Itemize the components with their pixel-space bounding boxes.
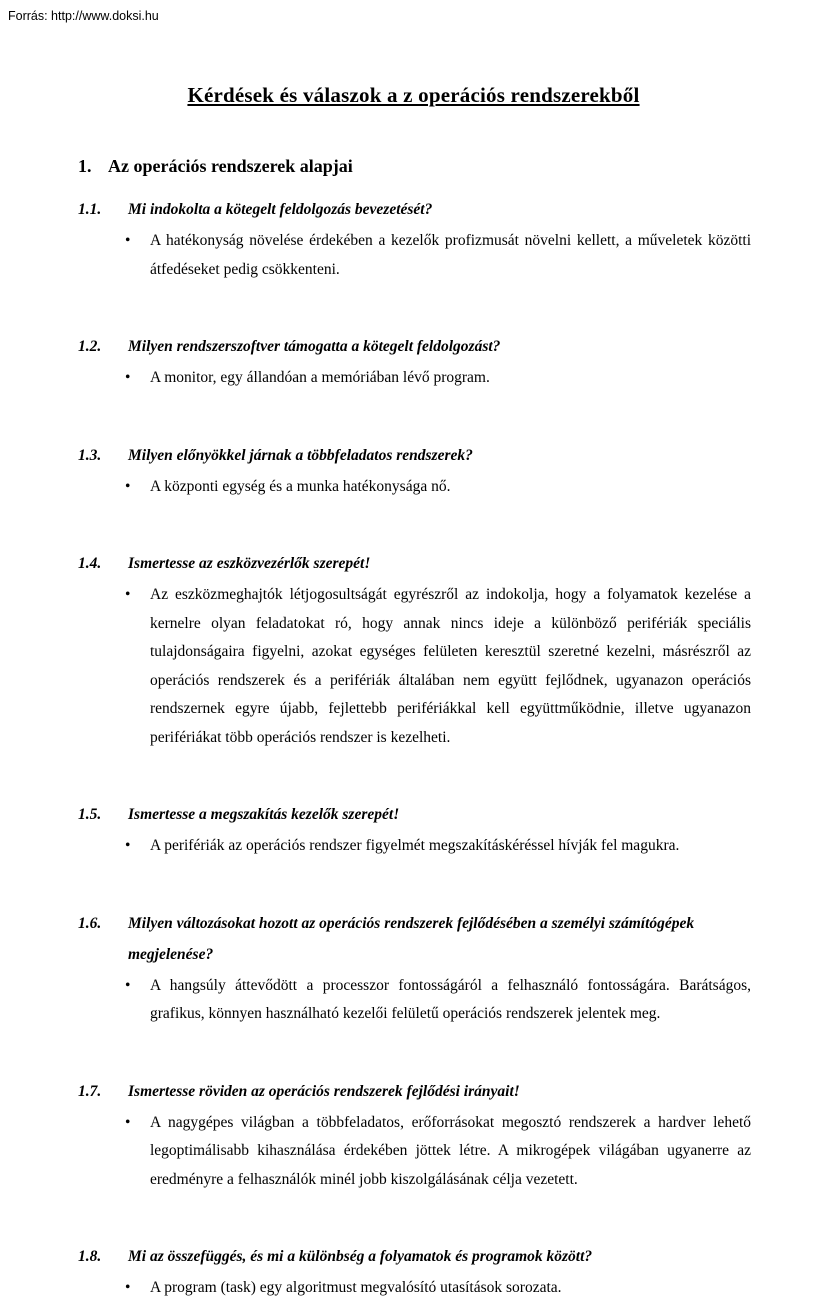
answer-row xyxy=(125,581,751,752)
answer-text: A hangsúly áttevődött a processzor fontosságáról a felhasználó fontosságára. Barátságos, grafikus, könnyen használható kezelői felületű operációs rendszerek jelentek meg. xyxy=(150,976,751,1022)
qa-item xyxy=(78,908,751,1029)
question-row xyxy=(78,1241,751,1272)
answer-row xyxy=(125,1274,751,1303)
question-text: Milyen előnyökkel járnak a többfeladatos rendszerek? xyxy=(128,446,473,464)
qa-item xyxy=(78,440,751,502)
bullet-icon: • xyxy=(125,837,131,854)
question-text: Ismertesse a megszakítás kezelők szerepét! xyxy=(128,806,400,823)
question-row xyxy=(78,908,751,970)
answer-list xyxy=(78,581,751,752)
question-text: Mi az összefüggés, és mi a különbség a folyamatok és programok között? xyxy=(128,1248,593,1265)
question-number: 1.5. xyxy=(78,806,102,823)
question-number: 1.2. xyxy=(78,338,102,355)
question-text: Milyen rendszerszoftver támogatta a kötegelt feldolgozást? xyxy=(128,338,501,355)
answer-row xyxy=(125,1109,751,1195)
qa-item xyxy=(78,331,751,393)
question-text: Ismertesse röviden az operációs rendszerek fejlődési irányait! xyxy=(128,1082,520,1100)
answer-list xyxy=(78,1274,751,1303)
answer-text: A monitor, egy állandóan a memóriában lévő program. xyxy=(150,369,490,386)
page-title-text: Kérdések és válaszok a z operációs rendszerekből xyxy=(187,83,640,107)
question-row xyxy=(78,194,751,225)
question-row xyxy=(78,1076,751,1107)
bullet-icon: • xyxy=(125,976,131,994)
answer-row xyxy=(125,364,751,393)
answer-list xyxy=(78,1109,751,1195)
question-number: 1.4. xyxy=(78,555,102,572)
bullet-icon: • xyxy=(125,232,131,249)
section-number: 1. xyxy=(78,156,92,176)
bullet-icon: • xyxy=(125,477,131,495)
qa-item xyxy=(78,548,751,752)
question-text: Ismertesse az eszközvezérlők szerepét! xyxy=(128,555,371,572)
answer-text: A központi egység és a munka hatékonysága nő. xyxy=(150,477,451,495)
qa-item xyxy=(78,194,751,284)
source-url-label: Forrás: http://www.doksi.hu xyxy=(8,9,159,23)
answer-text: A nagygépes világban a többfeladatos, erőforrásokat megosztó rendszerek a hardver lehető legoptimálisabb kihasználása érdekében jöttek létre. A mikrogépek világában ugyanerre az eredményre a felhasználók minél jobb kiszolgálásának célja vezetett. xyxy=(150,1113,751,1188)
answer-list xyxy=(78,972,751,1029)
question-row xyxy=(78,440,751,471)
answer-list xyxy=(78,473,751,502)
question-number: 1.6. xyxy=(78,914,102,932)
question-number: 1.8. xyxy=(78,1248,102,1265)
section-heading-text: Az operációs rendszerek alapjai xyxy=(108,156,353,176)
question-text: Milyen változásokat hozott az operációs rendszerek fejlődésében a személyi számítógépek megjelenése? xyxy=(128,914,695,963)
answer-row xyxy=(125,832,751,861)
question-number: 1.3. xyxy=(78,446,102,464)
answer-row xyxy=(125,227,751,284)
answer-row xyxy=(125,473,751,502)
qa-item xyxy=(78,799,751,861)
bullet-icon: • xyxy=(125,369,131,386)
answer-text: A program (task) egy algoritmust megvalósító utasítások sorozata. xyxy=(150,1279,562,1296)
question-number: 1.7. xyxy=(78,1082,102,1100)
qa-item xyxy=(78,1241,751,1303)
answer-row xyxy=(125,972,751,1029)
answer-list xyxy=(78,364,751,393)
qa-list xyxy=(78,194,751,1303)
answer-text: Az eszközmeghajtók létjogosultságát egyrészről az indokolja, hogy a folyamatok kezelése a kernelre olyan feladatokat ró, hogy annak nincs ideje a különböző perifériák speciális tulajdonságaira figyelni, azokat egységes felületen keresztül szeretné kezelni, másrészről az operációs rendszerek és a perifériák általában nem együtt fejlődnek, ugyanazon operációs rendszernek egyre újabb, fejlettebb perifériákkal kell együttműködnie, illetve ugyanazon perifériákat több operációs rendszer is kezelheti. xyxy=(150,586,751,746)
bullet-icon: • xyxy=(125,1279,131,1296)
question-row xyxy=(78,331,751,362)
bullet-icon: • xyxy=(125,1113,131,1131)
qa-item xyxy=(78,1076,751,1195)
section-heading xyxy=(78,154,751,178)
question-number: 1.1. xyxy=(78,201,102,218)
answer-text: A hatékonyság növelése érdekében a kezelők profizmusát növelni kellett, a műveletek közötti átfedéseket pedig csökkenteni. xyxy=(150,232,751,278)
question-row xyxy=(78,799,751,830)
document-content xyxy=(78,154,751,1303)
answer-list xyxy=(78,227,751,284)
answer-list xyxy=(78,832,751,861)
question-text: Mi indokolta a kötegelt feldolgozás bevezetését? xyxy=(128,201,433,218)
bullet-icon: • xyxy=(125,586,131,603)
question-row xyxy=(78,548,751,579)
answer-text: A perifériák az operációs rendszer figyelmét megszakításkéréssel hívják fel magukra. xyxy=(150,837,680,854)
